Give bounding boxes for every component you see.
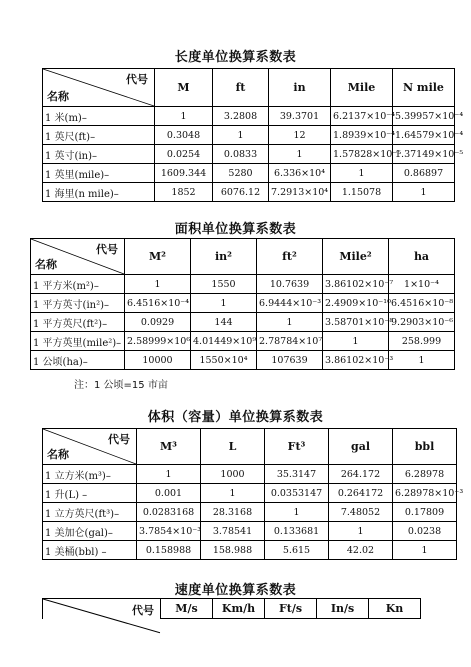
row-label: 1 米(m)–: [43, 107, 155, 126]
table-cell: 1: [323, 332, 389, 351]
column-header: in: [269, 69, 331, 107]
table-cell: 1: [393, 541, 457, 560]
table-cell: 0.0929: [125, 313, 191, 332]
table-row: [31, 313, 455, 332]
row-label: 1 美加仑(gal)–: [43, 522, 137, 541]
column-header: In/s: [317, 599, 369, 619]
table-row: [31, 351, 455, 370]
column-header: M/s: [161, 599, 213, 619]
column-header: Ft/s: [265, 599, 317, 619]
table-cell: 1: [155, 107, 213, 126]
table-cell: 0.0283168: [137, 503, 201, 522]
row-label: 1 英尺(ft)–: [43, 126, 155, 145]
table-cell: 1: [201, 484, 265, 503]
table-cell: 39.3701: [269, 107, 331, 126]
table-cell: 3.78541: [201, 522, 265, 541]
table-cell: 1: [269, 145, 331, 164]
table-cell: 3.2808: [213, 107, 269, 126]
table-row: [43, 183, 455, 202]
table-cell: 158.988: [201, 541, 265, 560]
column-header: L: [201, 429, 265, 465]
table-cell: 3.58701×10⁻⁸: [323, 313, 389, 332]
table-row: [43, 484, 457, 503]
table-row: [43, 522, 457, 541]
table-cell: 0.264172: [329, 484, 393, 503]
corner-code-label: 代号: [126, 73, 148, 86]
row-label: 1 立方米(m³)–: [43, 465, 137, 484]
corner-cell: [43, 429, 137, 465]
table-cell: 10.7639: [257, 275, 323, 294]
table-row: [43, 107, 455, 126]
corner-code-label: 代号: [108, 433, 130, 446]
table-cell: 1.37149×10⁻⁵: [393, 145, 455, 164]
table-cell: 1.8939×10⁻⁴: [331, 126, 393, 145]
table-cell: 5.615: [265, 541, 329, 560]
corner-cell: [43, 599, 161, 619]
table-cell: 0.17809: [393, 503, 457, 522]
table-cell: 3.86102×10⁻³: [323, 351, 389, 370]
table-cell: 1: [329, 522, 393, 541]
table-cell: 6.9444×10⁻³: [257, 294, 323, 313]
table-cell: 1: [331, 164, 393, 183]
speed-table: [42, 598, 421, 619]
column-header: ft: [213, 69, 269, 107]
table-row: [43, 126, 455, 145]
table-cell: 0.0254: [155, 145, 213, 164]
table-cell: 1550: [191, 275, 257, 294]
table-cell: 0.001: [137, 484, 201, 503]
table-row: [43, 145, 455, 164]
column-header: M²: [125, 239, 191, 275]
table-cell: 35.3147: [265, 465, 329, 484]
table-cell: 144: [191, 313, 257, 332]
corner-cell: [31, 239, 125, 275]
table-cell: 7.2913×10⁴: [269, 183, 331, 202]
length-table: [42, 68, 464, 202]
volume-table: [42, 428, 464, 560]
corner-name-label: 名称: [47, 448, 69, 461]
column-header: M: [155, 69, 213, 107]
table-cell: 107639: [257, 351, 323, 370]
table-cell: 1×10⁻⁴: [389, 275, 455, 294]
area-table: [30, 238, 455, 370]
table-cell: 2.58999×10⁶: [125, 332, 191, 351]
table-cell: 5280: [213, 164, 269, 183]
row-label: 1 平方英寸(in²)–: [31, 294, 125, 313]
corner-name-label: 名称: [47, 90, 69, 103]
column-header: gal: [329, 429, 393, 465]
table-cell: 0.0833: [213, 145, 269, 164]
length-table-title: 长度单位换算系数表: [174, 50, 297, 65]
corner-code-label: 代号: [96, 243, 118, 256]
area-table-title: 面积单位换算系数表: [174, 222, 297, 237]
column-header: M³: [137, 429, 201, 465]
table-cell: 1: [191, 294, 257, 313]
row-label: 1 海里(n mile)–: [43, 183, 155, 202]
table-cell: 6076.12: [213, 183, 269, 202]
column-header: ft²: [257, 239, 323, 275]
column-header: N mile: [393, 69, 455, 107]
table-cell: 7.48052: [329, 503, 393, 522]
volume-table-title: 体积（容量）单位换算系数表: [147, 410, 324, 425]
row-label: 1 平方英里(mile²)–: [31, 332, 125, 351]
column-header: in²: [191, 239, 257, 275]
column-header: Mile²: [323, 239, 389, 275]
table-cell: 0.0238: [393, 522, 457, 541]
table-cell: 1: [389, 351, 455, 370]
table-cell: 2.4909×10⁻¹⁰: [323, 294, 389, 313]
table-cell: 6.28978: [393, 465, 457, 484]
table-row: [43, 465, 457, 484]
row-label: 1 英寸(in)–: [43, 145, 155, 164]
table-cell: 1.57828×10⁻⁵: [331, 145, 393, 164]
table-cell: 1: [265, 503, 329, 522]
row-label: 1 立方英尺(ft³)–: [43, 503, 137, 522]
area-note: 注：1 公顷=15 市亩: [74, 380, 168, 391]
table-cell: 12: [269, 126, 331, 145]
table-cell: 6.336×10⁴: [269, 164, 331, 183]
table-row: [31, 275, 455, 294]
row-label: 1 英里(mile)–: [43, 164, 155, 183]
column-header: Mile: [331, 69, 393, 107]
column-header: bbl: [393, 429, 457, 465]
table-cell: 1852: [155, 183, 213, 202]
table-cell: 1: [137, 465, 201, 484]
table-cell: 3.86102×10⁻⁷: [323, 275, 389, 294]
table-cell: 1: [393, 183, 455, 202]
table-cell: 1609.344: [155, 164, 213, 183]
table-cell: 0.0353147: [265, 484, 329, 503]
table-cell: 0.3048: [155, 126, 213, 145]
table-cell: 0.133681: [265, 522, 329, 541]
table-cell: 10000: [125, 351, 191, 370]
table-cell: 1000: [201, 465, 265, 484]
table-cell: 1: [125, 275, 191, 294]
table-cell: 0.158988: [137, 541, 201, 560]
table-cell: 5.39957×10⁻⁴: [393, 107, 455, 126]
row-label: 1 平方米(m²)–: [31, 275, 125, 294]
table-cell: 258.999: [389, 332, 455, 351]
table-cell: 6.28978×10⁻³: [393, 484, 457, 503]
table-cell: 1: [213, 126, 269, 145]
table-cell: 6.4516×10⁻⁸: [389, 294, 455, 313]
table-row: [43, 541, 457, 560]
table-cell: 4.01449×10⁹: [191, 332, 257, 351]
speed-table-title: 速度单位换算系数表: [174, 583, 297, 598]
table-cell: 28.3168: [201, 503, 265, 522]
row-label: 1 升(L) –: [43, 484, 137, 503]
table-row: [43, 164, 455, 183]
table-cell: 2.78784×10⁷: [257, 332, 323, 351]
corner-name-label: 名称: [35, 258, 57, 271]
table-cell: 1550×10⁴: [191, 351, 257, 370]
table-row: [43, 503, 457, 522]
table-row: [31, 332, 455, 351]
table-cell: 6.2137×10⁻⁴: [331, 107, 393, 126]
corner-code-label: 代号: [132, 604, 154, 617]
table-row: [31, 294, 455, 313]
table-cell: 9.2903×10⁻⁶: [389, 313, 455, 332]
row-label: 1 平方英尺(ft²)–: [31, 313, 125, 332]
table-cell: 42.02: [329, 541, 393, 560]
row-label: 1 美桶(bbl) –: [43, 541, 137, 560]
row-label: 1 公顷(ha)–: [31, 351, 125, 370]
table-cell: 0.86897: [393, 164, 455, 183]
table-cell: 6.4516×10⁻⁴: [125, 294, 191, 313]
table-cell: 264.172: [329, 465, 393, 484]
table-cell: 1: [257, 313, 323, 332]
table-cell: 3.7854×10⁻³: [137, 522, 201, 541]
column-header: Kn: [369, 599, 421, 619]
table-cell: 1.15078: [331, 183, 393, 202]
column-header: Km/h: [213, 599, 265, 619]
column-header: Ft³: [265, 429, 329, 465]
table-cell: 1.64579×10⁻⁴: [393, 126, 455, 145]
corner-cell: [43, 69, 155, 107]
column-header: ha: [389, 239, 455, 275]
